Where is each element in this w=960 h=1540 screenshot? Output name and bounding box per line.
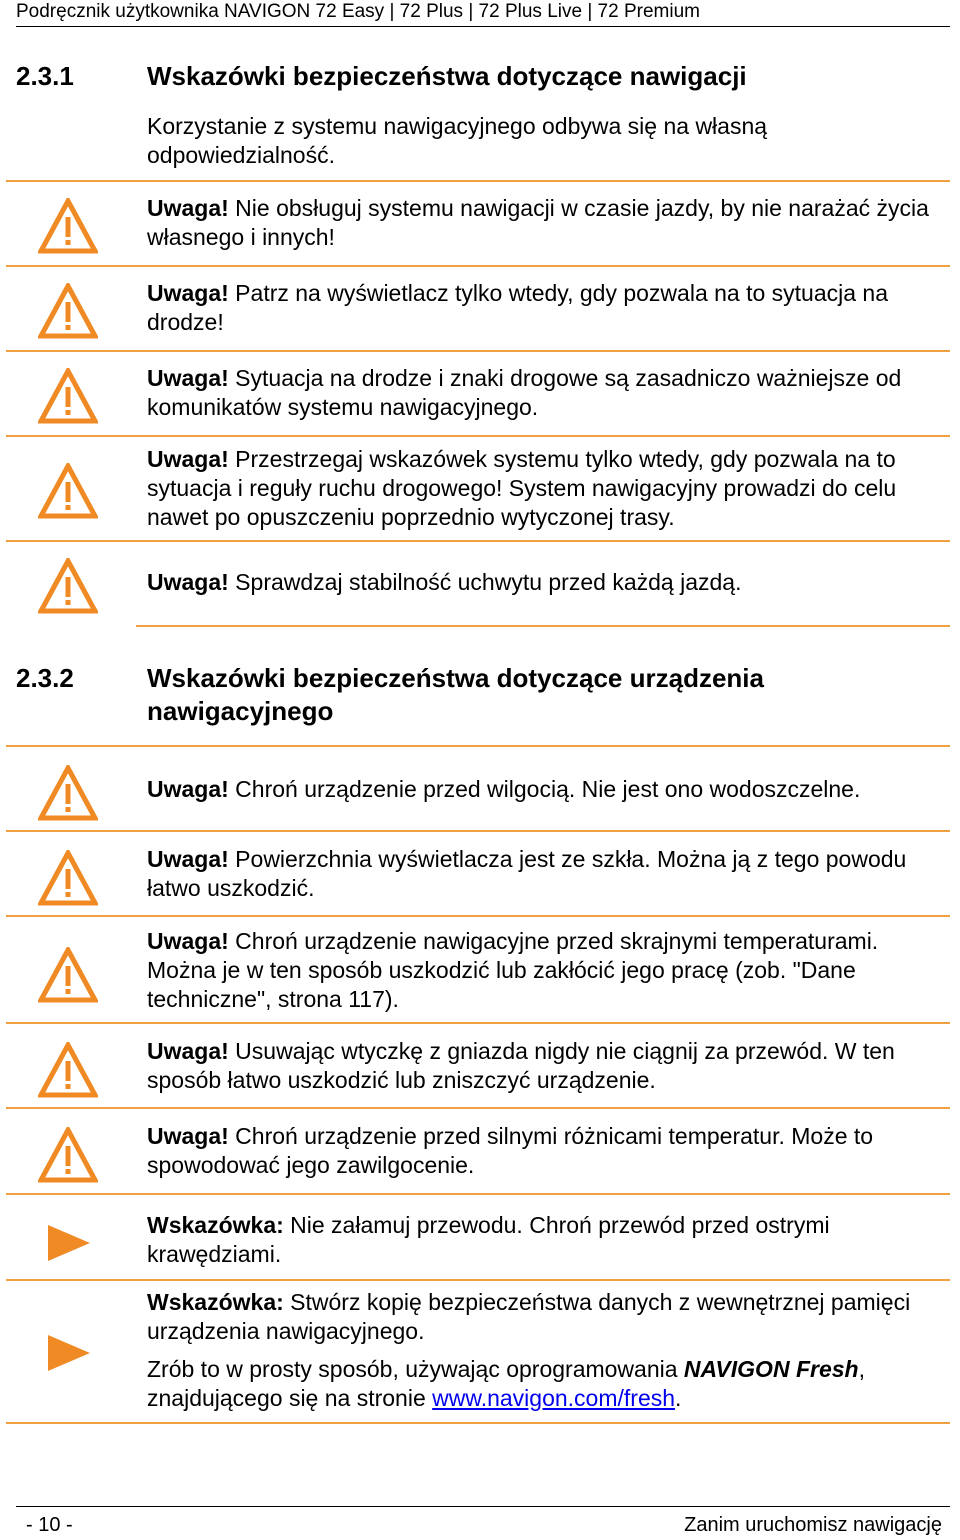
- hint-text: Wskazówka: Stwórz kopię bezpieczeństwa danych z wewnętrznej pamięci urządzenia nawigacyjnego. Zrób to w prosty sposób, używając oprogramowania NAVIGON Fresh, znajdującego się na stronie www.navigon.com/fresh.: [147, 1289, 911, 1411]
- warning-triangle-icon: [38, 1127, 98, 1183]
- warning-triangle-icon: [38, 368, 98, 424]
- divider: [6, 1279, 950, 1281]
- divider: [6, 180, 950, 182]
- section-heading-2-3-2: [16, 662, 950, 732]
- section-title: Wskazówki bezpieczeństwa dotyczące nawigacji: [147, 61, 747, 91]
- chapter-title: Zanim uruchomisz nawigację: [684, 1514, 942, 1536]
- product-name: NAVIGON Fresh: [683, 1356, 859, 1382]
- warning-text: Uwaga! Sprawdzaj stabilność uchwytu przed każdą jazdą.: [147, 569, 742, 595]
- divider: [6, 435, 950, 437]
- warning-text: Uwaga! Nie obsługuj systemu nawigacji w czasie jazdy, by nie narażać życia własnego i innych!: [147, 195, 929, 250]
- divider: [6, 745, 950, 747]
- warning-triangle-icon: [38, 850, 98, 906]
- section-title: Wskazówki bezpieczeństwa dotyczące urządzenia nawigacyjnego: [147, 663, 764, 726]
- section-number: 2.3.1: [16, 61, 74, 91]
- warning-triangle-icon: [38, 947, 98, 1003]
- warning-triangle-icon: [38, 558, 98, 614]
- warning-triangle-icon: [38, 1042, 98, 1098]
- divider: [6, 1422, 950, 1424]
- fresh-link[interactable]: www.navigon.com/fresh: [432, 1385, 676, 1411]
- divider: [136, 625, 950, 627]
- divider: [6, 1193, 950, 1195]
- section-number: 2.3.2: [16, 663, 74, 693]
- page-header: [16, 0, 950, 27]
- divider: [6, 1107, 950, 1109]
- divider: [6, 830, 950, 832]
- header-title: Podręcznik użytkownika NAVIGON 72 Easy | 72 Plus | 72 Plus Live | 72 Premium: [16, 1, 700, 22]
- divider: [6, 350, 950, 352]
- warning-triangle-icon: [38, 283, 98, 339]
- section-intro: Korzystanie z systemu nawigacyjnego odbywa się na własną odpowiedzialność.: [147, 113, 768, 168]
- warning-text: Uwaga! Chroń urządzenie nawigacyjne przed skrajnymi temperaturami. Można je w ten sposób uszkodzić lub zakłócić jego pracę (zob. "Dane techniczne", strona 117).: [147, 928, 879, 1012]
- warning-text: Uwaga! Chroń urządzenie przed wilgocią. Nie jest ono wodoszczelne.: [147, 776, 861, 802]
- warning-text: Uwaga! Powierzchnia wyświetlacza jest ze szkła. Można ją z tego powodu łatwo uszkodzić.: [147, 846, 907, 901]
- warning-triangle-icon: [38, 463, 98, 519]
- divider: [6, 1022, 950, 1024]
- warning-text: Uwaga! Usuwając wtyczkę z gniazda nigdy nie ciągnij za przewód. W ten sposób łatwo uszkodzić lub zniszczyć urządzenie.: [147, 1038, 895, 1093]
- divider: [6, 265, 950, 267]
- warning-text: Uwaga! Przestrzegaj wskazówek systemu tylko wtedy, gdy pozwala na to sytuacja i reguły ruchu drogowego! System nawigacyjny prowadzi do celu nawet po opuszczeniu poprzednio wytyczonej trasy.: [147, 446, 897, 530]
- hint-text: Wskazówka: Nie załamuj przewodu. Chroń przewód przed ostrymi krawędziami.: [147, 1212, 830, 1267]
- warning-text: Uwaga! Sytuacja na drodze i znaki drogowe są zasadniczo ważniejsze od komunikatów systemu nawigacyjnego.: [147, 365, 902, 420]
- warning-text: Uwaga! Chroń urządzenie przed silnymi różnicami temperatur. Może to spowodować jego zawilgocenie.: [147, 1123, 874, 1178]
- warning-text: Uwaga! Patrz na wyświetlacz tylko wtedy, gdy pozwala na to sytuacja na drodze!: [147, 280, 889, 335]
- footer-divider: [16, 1506, 950, 1507]
- divider: [6, 540, 950, 542]
- arrow-right-icon: [38, 1325, 98, 1381]
- warning-triangle-icon: [38, 765, 98, 821]
- arrow-right-icon: [38, 1215, 98, 1271]
- warning-triangle-icon: [38, 198, 98, 254]
- page-number: - 10 -: [26, 1514, 73, 1536]
- divider: [6, 915, 950, 917]
